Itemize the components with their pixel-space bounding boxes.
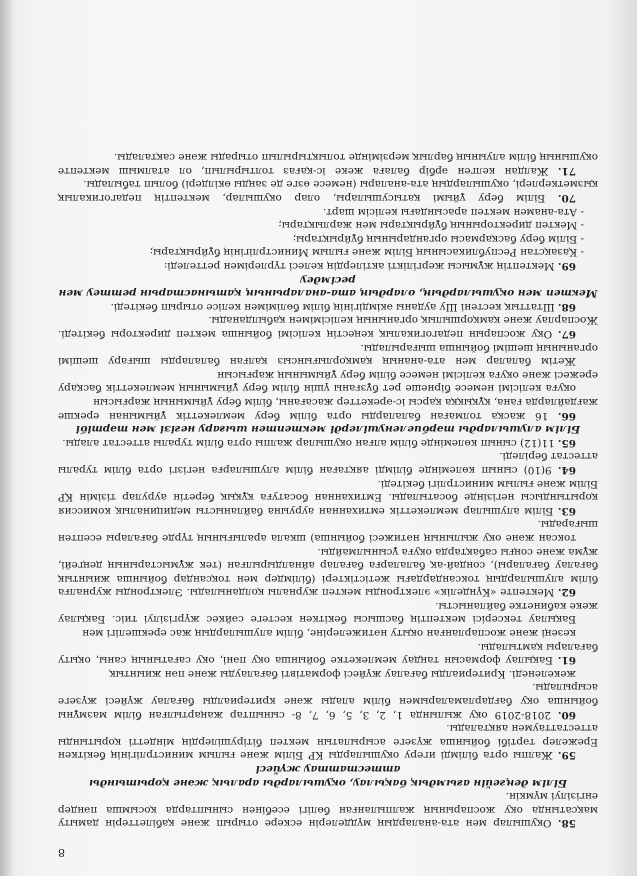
paragraph-text: - Мектеп директорының бұйрықтары мен жарлықтары; — [278, 219, 584, 232]
paragraph-text: жекеленеді. Критериалды бағалау жүйесі форматівті бағалауды және пән жиынтық — [109, 667, 576, 680]
paragraph-text: - Білім беру басқармасы органдарының бұйрықтары; — [292, 232, 584, 245]
paragraph-number: 65. — [557, 436, 576, 449]
paragraph-number: 71. — [557, 164, 576, 177]
paragraph-number: 67. — [557, 328, 576, 341]
paragraph-text: Жалдан келген әрбір балаға жеке іс-қағаз толтырылып, ол аталмыш мектепте оқушының білім алуының барлық мерзімінде толықтырылып отырады және сақталады. — [58, 151, 598, 177]
paragraph-text: Жалпы орта білімді игеру оқушыларды КР Білім және ғылым министрлігінің бекіткен Ережелер тәртібі бойынша жүзеге асырылатын мектеп бітірушілердің міндетті қорытынды аттестаттаумен аяқталады. — [58, 722, 598, 762]
paragraph — [58, 449, 598, 476]
paragraph-text: Жетім балалар мен ата-ананың қамқорлығынсыз қалған балаларды шығару шешімі органының шешімі бойынша шығарылады. — [58, 341, 598, 368]
paragraph-list — [58, 150, 598, 830]
paragraph — [58, 394, 598, 421]
paragraph-text: 16 жасқа толмаған балаларды орта білім беру мемлекеттік ұйымынан ерекше жағдайларда ғана, құқыққа қарсы іс-әрекеттер жасағаны, білім беру ұйымының жарғысын — [58, 396, 598, 422]
paragraph — [58, 789, 598, 830]
paragraph-number: 66. — [557, 409, 576, 422]
paragraph-number: 61. — [557, 654, 576, 667]
paragraph — [58, 258, 598, 272]
paragraph — [58, 598, 598, 625]
paragraph-number: 63. — [557, 504, 576, 517]
paragraph — [58, 367, 598, 394]
paragraph — [58, 639, 598, 666]
paragraph-number: 59. — [557, 749, 576, 762]
binding-shadow — [0, 0, 14, 876]
paragraph-text: Бақылау тексерісі мектептің басшысы бекіткен кестеге сәйкес жүргізілуі тиіс. Бақылау жеке кабинетке байланысты. — [58, 599, 598, 626]
section-heading — [58, 422, 598, 436]
paragraph-text: - Ата-анамен мектеп арасындағы келісім шарт. — [322, 205, 584, 218]
list-item — [58, 245, 598, 259]
paragraph-number: 58. — [557, 817, 576, 830]
paragraph — [58, 476, 598, 517]
paragraph-number: 60. — [557, 708, 576, 721]
paragraph — [58, 313, 598, 340]
paragraph-text: Штаттық кестені Шу ауданы әкімдігінің білім бөлімімен келісе отырып бекітеді. — [110, 300, 555, 313]
paragraph-text: Мектепте «Күнделік» электронды мектеп журналы қолданылады. Электронды журналға білім алушылардың токсандардағы жетістіктері (білімдер мен тоқсандар бойынша жиынтық бағалау бағалары), сондай-ақ балаларға бағалар айналдырылған (тек жұмыстарының деңгейі, жұма және соңғы сабақтарда оқуға ұсынылмайды. — [58, 545, 598, 599]
paragraph-number: 69. — [557, 260, 576, 273]
paragraph-number: 70. — [557, 192, 576, 205]
page-number: 8 — [58, 846, 65, 859]
paragraph — [58, 666, 598, 680]
paragraph — [58, 626, 598, 640]
paragraph-text: Білім беру ұйымі қатысушылары, олар оқушылар, мектептің педагогикалық қызметкерлері, оқушылардың ата-аналары (немесе өзге де заңды өкілдері) болып табылады. — [58, 178, 598, 205]
paragraph-text: Мектептің жұмысы жергілікті актілердің келесі түрлерімен реттеледі: — [163, 260, 555, 273]
paragraph — [58, 721, 598, 762]
paragraph-text: Оқушылар мен ата-аналардың мүдделерін ескере отырып және қабілеттерін дамыту мақсатында оқу жоспарының жалпыланған бөлігі есебінен сыныптарда қосымша пәндер енгізілуі мүмкін. — [58, 790, 598, 830]
paragraph-text: 11(12) сынып көлемінде білім алған оқушылар жалпы орта білім туралы аттестат алады. — [62, 436, 555, 449]
paragraph-text: 9(10) сынып көлемінде білімді аяқтаған білім алушыларға негізгі орта білім туралы аттестат беріледі. — [58, 450, 598, 476]
paragraph-number: 62. — [557, 586, 576, 599]
paragraph — [58, 517, 598, 544]
paragraph-number: 68. — [557, 300, 576, 313]
paragraph-text: оқуға келісімі немесе бірнеше рет бұзғаны үшін білім беру ұйымының мемлекеттік басқару ережесі және оқуға келісімі немесе білім беру ұйымының жарғысын — [58, 368, 598, 395]
list-item — [58, 204, 598, 218]
list-item — [58, 231, 598, 245]
paragraph-text: кезеңі және жоспарланған оқыту нәтижелеріне, білім алушылардың жас ерекшелігі мен — [82, 627, 576, 640]
paragraph — [58, 177, 598, 204]
paragraph-text: Оқу жоспарын педагогикалық кеңестің келісімі бойынша мектеп директоры бекітеді. Жоспарлау және қамқоршылық органының келісімімен қабылданады. — [58, 314, 598, 341]
paragraph-number: 64. — [557, 463, 576, 476]
heading-text: Білім деңгейін ағымдық бақылау, оқушыларды аралық және қорытынды аттестаттау жүйесі — [89, 763, 567, 789]
paragraph-text: токсан және оқу жылының нәтижесі бойынша) шкала аралығының түрде бағалары есептен шығарады. — [58, 518, 598, 544]
heading-text: Мектеп мен оқушылардың, олардың ата-аналарының қатынастарын реттеу мен ресімдеу — [58, 273, 598, 300]
paragraph-text: 2018-2019 оқу жылында 1, 2, 3, 5, 6, 7, 8- сыныптар жаңартылған білім мазмұны бойынша оқу бағдарламаларымен білім алады және критериалды бағалау жүйесі жүзеге асырылады. — [58, 681, 598, 721]
document-body — [58, 14, 598, 859]
paragraph — [58, 544, 598, 598]
paragraph-text: Білім алушылар мемлекеттік емтиханнан ауруына байланысты медициналық комиссия қорытындысы негізінде босатылады. Емтиханнан босатуға құқық беретін аурулар тізімін ҚР Білім және ғылым министрлігі бекітеді. — [58, 477, 598, 517]
section-heading — [58, 761, 598, 788]
paragraph — [58, 435, 598, 449]
paragraph — [58, 150, 598, 177]
paragraph — [58, 340, 598, 367]
list-item — [58, 218, 598, 232]
paragraph-text: Бақылау формасын таңдау мемлекетке бойынша оқу пәні, оқу сағатының саны, оқыту бағалары қамтылады. — [58, 640, 598, 667]
paragraph — [58, 299, 598, 313]
section-heading — [58, 272, 598, 299]
paragraph — [58, 680, 598, 721]
paragraph-text: - Қазақстан Республикасының Білім және ғылым Министрлігінің бұйрықтары; — [149, 246, 584, 259]
heading-text: Білім алушыларды тәрбиеленушілерді мектептен шығару негізі мен тәртібі — [75, 423, 581, 436]
